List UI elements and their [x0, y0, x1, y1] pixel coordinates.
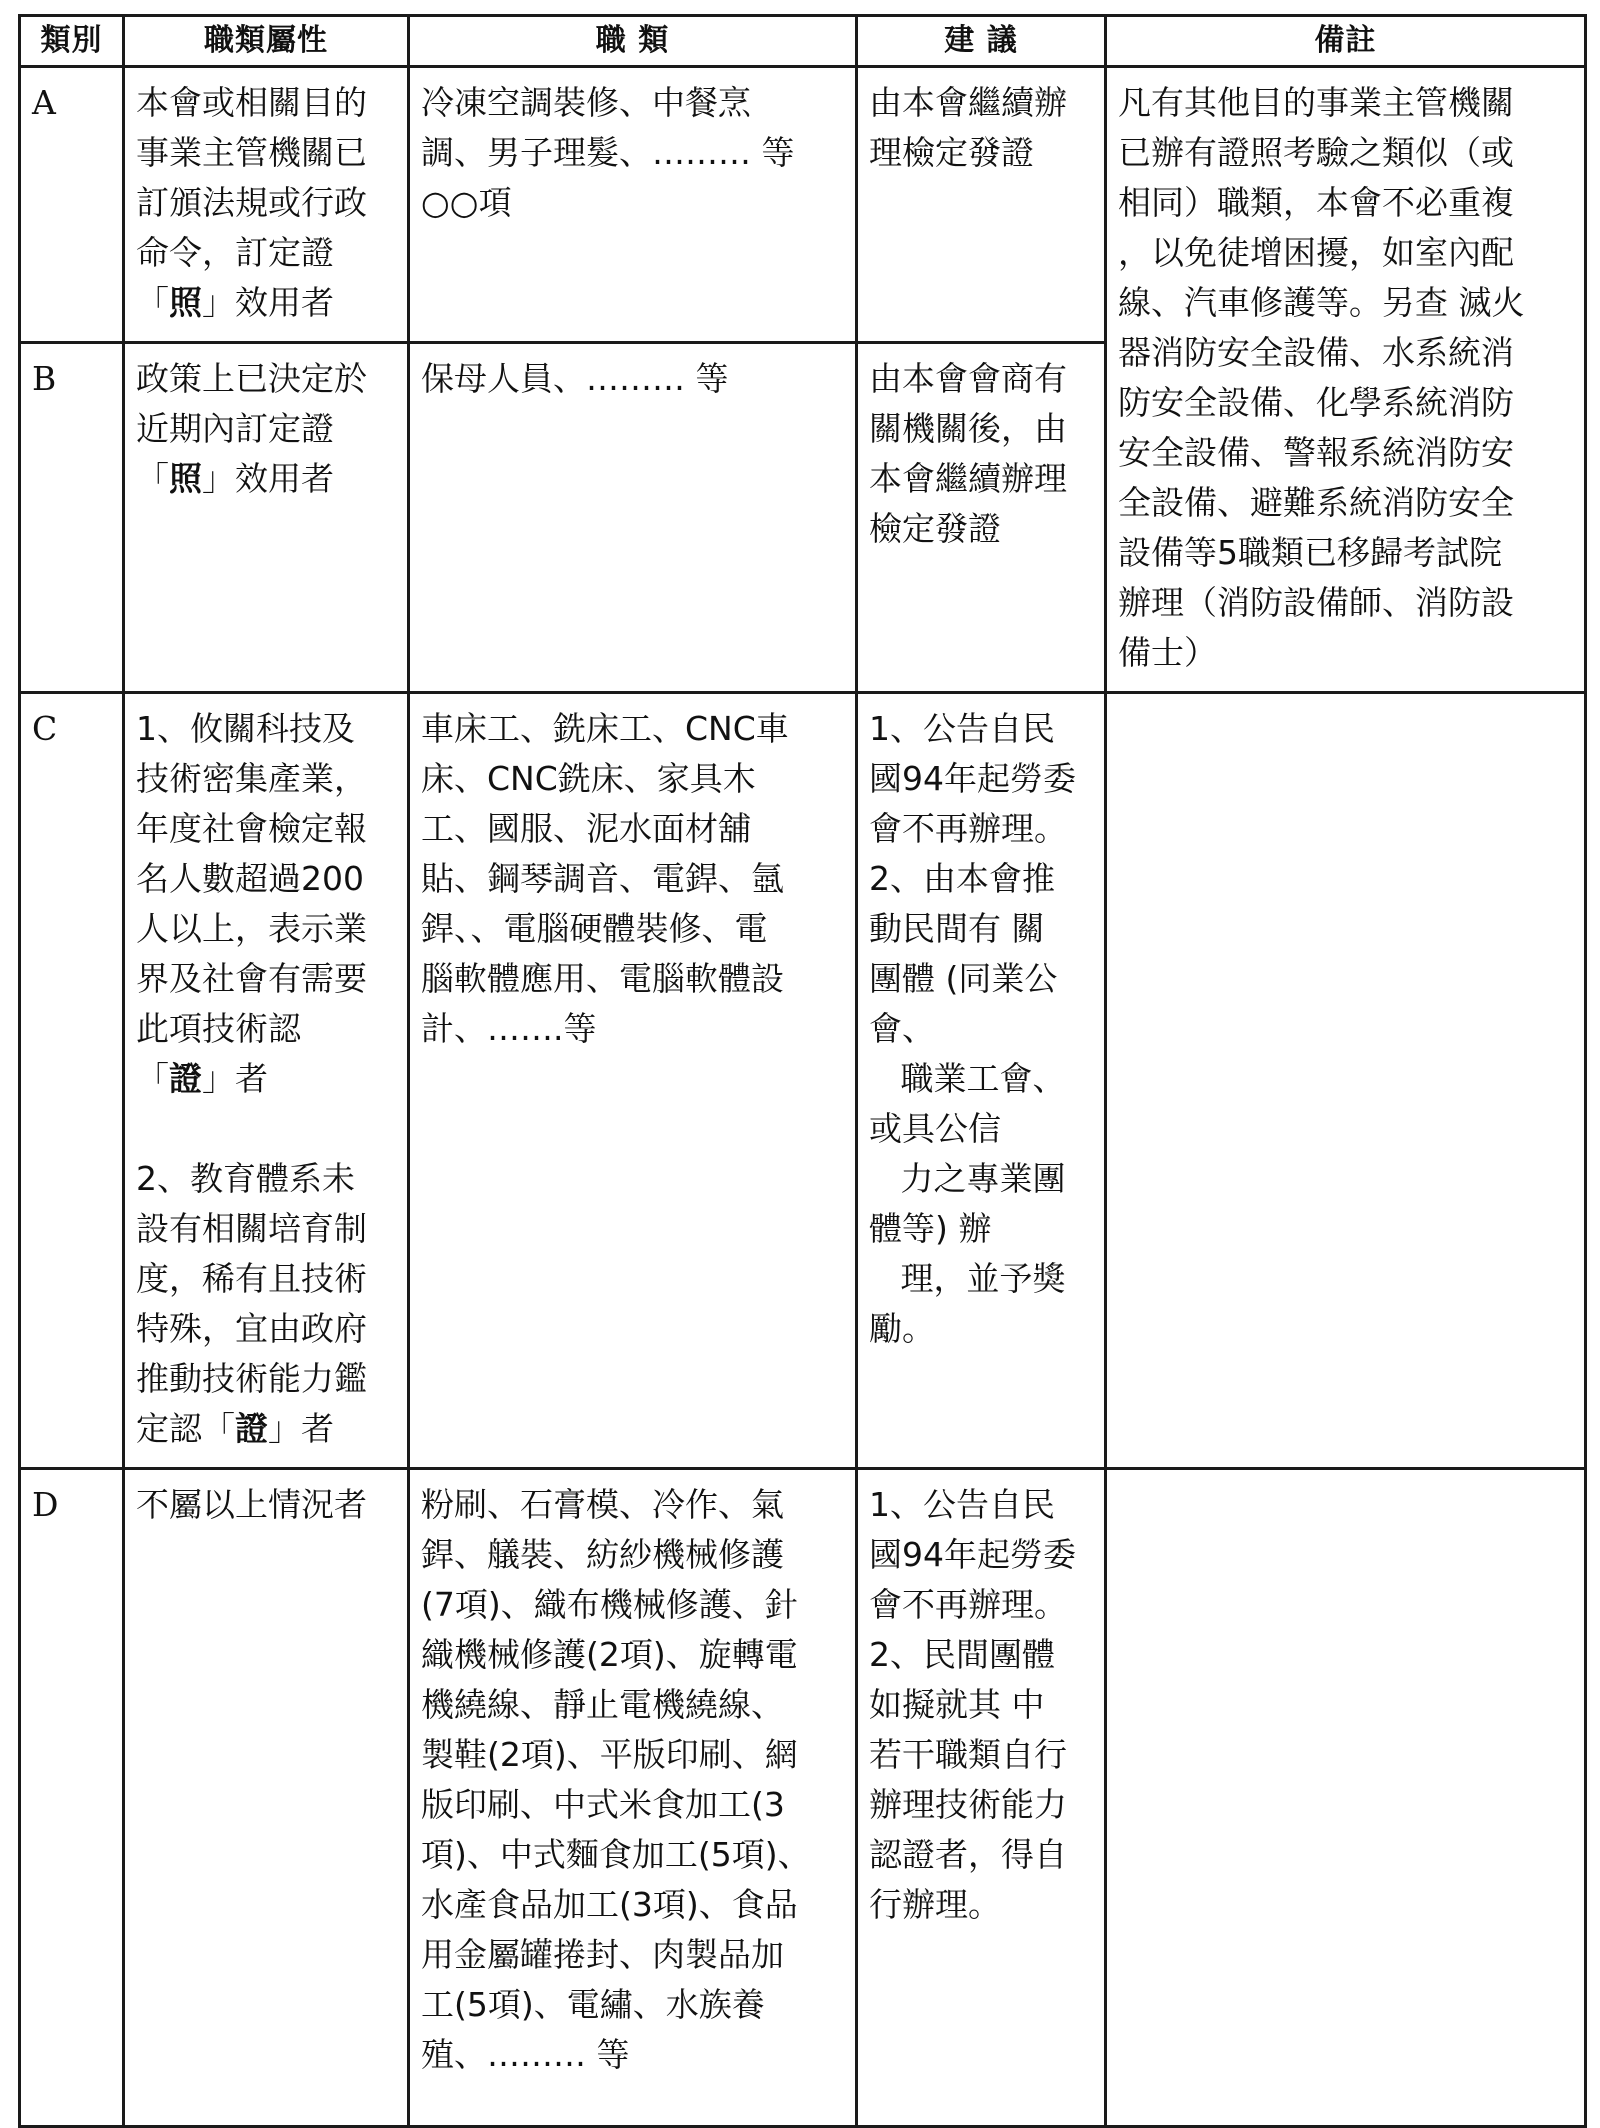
header-category: 類別 — [20, 16, 124, 67]
spacer — [136, 1104, 397, 1154]
attribute-cell — [124, 693, 409, 1469]
bracket-close: 」效用者 — [202, 283, 334, 322]
text-line: 界及社會有需要 — [136, 959, 367, 998]
text-line: 國94年起勞委 — [869, 1535, 1076, 1574]
text-line: (7項)、織布機械修護、針 — [421, 1585, 798, 1624]
text-line: 認證者，得自 — [869, 1835, 1067, 1874]
text-line: 近期內訂定證 — [136, 409, 334, 448]
category-cell: B — [20, 343, 124, 693]
job-types-cell — [409, 1469, 857, 2127]
text-line: 如擬就其 中 — [869, 1685, 1045, 1724]
text-line: 防安全設備、化學系統消防 — [1118, 383, 1514, 422]
text-line: 備士） — [1118, 633, 1217, 672]
text-line: 凡有其他目的事業主管機關 — [1118, 83, 1514, 122]
text-line: 車床工、銑床工、CNC車 — [421, 709, 789, 748]
emphasis-char: 證 — [235, 1409, 268, 1448]
text-line: 銲、、電腦硬體裝修、電 — [421, 909, 768, 948]
classification-table — [18, 14, 1587, 2128]
text-line: 工、國服、泥水面材舖 — [421, 809, 751, 848]
text-line: 工(5項)、電繡、水族養 — [421, 1985, 765, 2024]
text-line: 保母人員、……… 等 — [421, 359, 729, 398]
text-line: 國94年起勞委 — [869, 759, 1076, 798]
suggestion-cell — [857, 67, 1106, 343]
table-row — [20, 693, 1586, 1469]
text-line: 此項技術認 — [136, 1009, 301, 1048]
text-line: 辦理（消防設備師、消防設 — [1118, 583, 1514, 622]
text-line: 2、民間團體 — [869, 1635, 1055, 1674]
text-line: 2、由本會推 — [869, 859, 1055, 898]
job-types-cell — [409, 693, 857, 1469]
bracket-close: 」者 — [202, 1059, 268, 1098]
bracket-open: 「 — [136, 283, 169, 322]
suggestion-cell — [857, 693, 1106, 1469]
text-line: 辦理技術能力 — [869, 1785, 1067, 1824]
text-line: 或具公信 — [869, 1109, 1001, 1148]
text-line: 若干職類自行 — [869, 1735, 1067, 1774]
text-line: 不屬以上情況者 — [136, 1485, 367, 1524]
text-line: 事業主管機關已 — [136, 133, 367, 172]
text-line: 相同）職類，本會不必重複 — [1118, 183, 1514, 222]
text-line: 關機關後，由 — [869, 409, 1067, 448]
bracket-open: 定認「 — [136, 1409, 235, 1448]
text-line: 會不再辦理。 — [869, 1585, 1067, 1624]
text-line: 版印刷、中式米食加工(3 — [421, 1785, 785, 1824]
text-line: 技術密集產業， — [136, 759, 367, 798]
text-line — [136, 1404, 397, 1454]
text-line: 團體 (同業公 — [869, 959, 1058, 998]
text-line: 會、 — [869, 1009, 935, 1048]
text-line: 推動技術能力鑑 — [136, 1359, 367, 1398]
text-line: 殖、……… 等 — [421, 2035, 630, 2074]
emphasis-char: 照 — [169, 283, 202, 322]
category-cell: C — [20, 693, 124, 1469]
text-line: 器消防安全設備、水系統消 — [1118, 333, 1514, 372]
suggestion-cell — [857, 1469, 1106, 2127]
text-line: 調、男子理髮、……… 等 — [421, 133, 795, 172]
header-row — [20, 16, 1586, 67]
text-line: 1、公告自民 — [869, 1485, 1055, 1524]
text-line: 設備等5職類已移歸考試院 — [1118, 533, 1502, 572]
header-suggestion: 建 議 — [857, 16, 1106, 67]
text-line: 製鞋(2項)、平版印刷、網 — [421, 1735, 798, 1774]
text-line: 項)、中式麵食加工(5項)、 — [421, 1835, 811, 1874]
header-remarks: 備註 — [1106, 16, 1586, 67]
text-line: 已辦有證照考驗之類似（或 — [1118, 133, 1514, 172]
text-line: 人以上，表示業 — [136, 909, 367, 948]
category-cell: A — [20, 67, 124, 343]
emphasis-char: 證 — [169, 1059, 202, 1098]
text-line: 水產食品加工(3項)、食品 — [421, 1885, 798, 1924]
text-line — [136, 1054, 397, 1104]
text-line: 由本會會商有 — [869, 359, 1067, 398]
suggestion-cell — [857, 343, 1106, 693]
text-line: 用金屬罐捲封、肉製品加 — [421, 1935, 784, 1974]
text-line: 行辦理。 — [869, 1885, 1001, 1924]
category-cell: D — [20, 1469, 124, 2127]
text-line: 理，並予獎 — [869, 1259, 1066, 1298]
text-line: 特殊，宜由政府 — [136, 1309, 367, 1348]
text-line: 勵。 — [869, 1309, 935, 1348]
table-row — [20, 67, 1586, 343]
bracket-close: 」效用者 — [202, 459, 334, 498]
text-line: 度，稀有且技術 — [136, 1259, 367, 1298]
job-types-cell — [409, 67, 857, 343]
bracket-open: 「 — [136, 459, 169, 498]
text-line: 由本會繼續辦 — [869, 83, 1067, 122]
header-attribute: 職類屬性 — [124, 16, 409, 67]
emphasis-char: 照 — [169, 459, 202, 498]
text-line — [136, 454, 397, 504]
bracket-close: 」者 — [268, 1409, 334, 1448]
text-line: 床、CNC銑床、家具木 — [421, 759, 756, 798]
text-line: 銲、艤裝、紡紗機械修護 — [421, 1535, 784, 1574]
text-line: 政策上已決定於 — [136, 359, 367, 398]
text-line: ，以免徒增困擾，如室內配 — [1118, 233, 1514, 272]
header-job-types: 職 類 — [409, 16, 857, 67]
text-line: 檢定發證 — [869, 509, 1001, 548]
text-line: 機繞線、靜止電機繞線、 — [421, 1685, 784, 1724]
text-line: 冷凍空調裝修、中餐烹 — [421, 83, 751, 122]
text-line: 體等) 辦 — [869, 1209, 992, 1248]
text-line: 動民間有 關 — [869, 909, 1045, 948]
text-line: 本會或相關目的 — [136, 83, 367, 122]
text-line: 1、攸關科技及 — [136, 709, 355, 748]
text-line: ○○項 — [421, 183, 512, 222]
text-line: 職業工會、 — [869, 1059, 1066, 1098]
text-line: 力之專業團 — [869, 1159, 1066, 1198]
job-types-cell — [409, 343, 857, 693]
text-line: 貼、鋼琴調音、電銲、氬 — [421, 859, 784, 898]
text-line: 名人數超過200 — [136, 859, 364, 898]
bracket-open: 「 — [136, 1059, 169, 1098]
text-line: 2、教育體系未 — [136, 1159, 355, 1198]
text-line: 本會繼續辦理 — [869, 459, 1067, 498]
text-line: 1、公告自民 — [869, 709, 1055, 748]
text-line: 年度社會檢定報 — [136, 809, 367, 848]
text-line: 織機械修護(2項)、旋轉電 — [421, 1635, 798, 1674]
remarks-cell — [1106, 67, 1586, 693]
text-line: 計、…….等 — [421, 1009, 597, 1048]
text-line: 訂頒法規或行政 — [136, 183, 367, 222]
text-line: 安全設備、警報系統消防安 — [1118, 433, 1514, 472]
attribute-cell — [124, 1469, 409, 2127]
text-line — [136, 278, 397, 328]
remarks-cell — [1106, 693, 1586, 1469]
table-row — [20, 1469, 1586, 2127]
text-line: 設有相關培育制 — [136, 1209, 367, 1248]
text-line: 全設備、避難系統消防安全 — [1118, 483, 1514, 522]
text-line: 腦軟體應用、電腦軟體設 — [421, 959, 784, 998]
attribute-cell — [124, 343, 409, 693]
text-line: 線、汽車修護等。另查 滅火 — [1118, 283, 1525, 322]
text-line: 會不再辦理。 — [869, 809, 1067, 848]
attribute-cell — [124, 67, 409, 343]
text-line: 理檢定發證 — [869, 133, 1034, 172]
text-line: 命令，訂定證 — [136, 233, 334, 272]
remarks-cell — [1106, 1469, 1586, 2127]
text-line: 粉刷、石膏模、冷作、氣 — [421, 1485, 784, 1524]
